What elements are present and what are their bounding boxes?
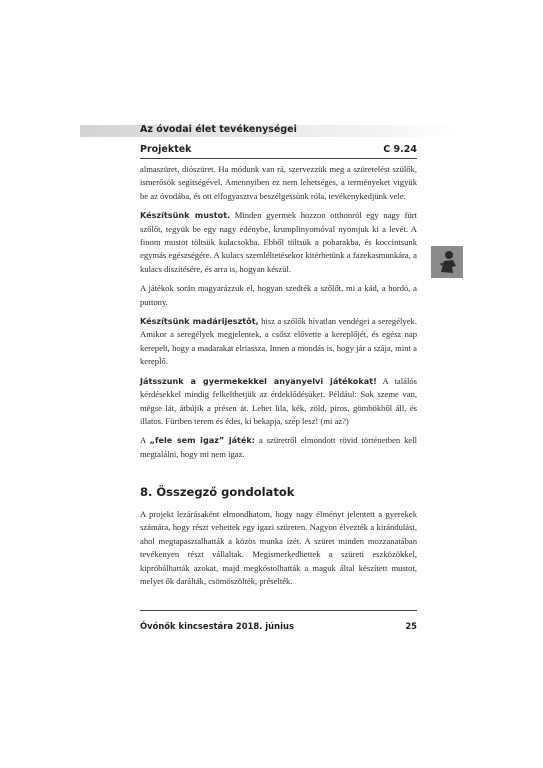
summary-paragraph: A projekt lezárásaként elmondhatom, hogy nagy élményt jelentett a gyerekek számára, hogy részt vehettek egy igazi szüreten. Nagyon élvezték a kirándulást, ahol megtapasztalhatták a közös munka ízét. A szüret minden mozzanatában tevékenyen részt vállaltak. Megismerkedhettek a szüreti eszközökkel, kipróbálhatták azokat, majd megkóstolhatták a maguk által készített mustot, melyet ők darálták, csömöszölték, préselték. bbox=[140, 509, 417, 587]
paragraph-text: a szüretről elmondott rövid történetben kell megtalálni, hogy mi nem igaz. bbox=[140, 435, 417, 459]
footer-rule bbox=[140, 610, 417, 611]
section-label: Projektek bbox=[140, 144, 192, 155]
paragraph-text: hisz a szőlők hívatlan vendégei a seregélyek. Amikor a seregélyek megjelentek, a csősz elővette a kereplőjét, és egész nap kerepelt, hogy a madarakat elriassza. Innen a mondás is, hogy jár a szája, mint a kerepl̈ő. bbox=[140, 316, 417, 367]
paragraph-text: Minden gyermek hozzon otthonról egy nagy fürt szőlőt, tegyük be egy nagy edénybe, krumplinyomóval nyomjuk ki a levét. A finom mustot töltsük kulacsokba. Ebből töltsük a poharakba, és koccintsunk egymás egészségére. A kulacs szemléltetésekor kitérhetünk a fazekasmunkára, a kulacs díszítésére, és arra is, hogyan készül. bbox=[140, 210, 417, 274]
header-rule bbox=[140, 158, 417, 159]
bold-heading: Készítsünk mustot. bbox=[140, 210, 231, 221]
paragraph-prefix: A bbox=[140, 435, 150, 446]
section-heading: 8. Összegző gondolatok bbox=[140, 485, 295, 499]
child-figure-icon bbox=[431, 246, 463, 278]
bold-heading: „fele sem igaz” játék: bbox=[149, 435, 256, 446]
bold-heading: Készítsünk madárijesztőt, bbox=[140, 316, 259, 327]
body-text bbox=[140, 163, 417, 467]
running-header-title: Az óvodai élet tevékenységei bbox=[140, 124, 297, 135]
paragraph-games: A játékok során magyarázzuk el, hogyan szedték a szőlőt, mi a kád, a hordó, a puttony. bbox=[140, 283, 417, 307]
bold-heading: Játsszunk a gyermekekkel anyanyelvi játékokat! bbox=[140, 375, 377, 386]
paragraph-intro: almaszüret, diószüret. Ha módunk van rá, szervezzük meg a szüretelést szülők, ismerősök segítségével. Amennyiben ez nem lehetséges, a terményeket vigyük be az óvodába, és ott elfogyasztva beszélgessünk róla, tevékenykedjünk vele. bbox=[140, 164, 417, 201]
footer-publication: Óvónők kincsestára 2018. június bbox=[140, 621, 294, 631]
paragraph-must bbox=[140, 209, 417, 276]
page-number: 25 bbox=[405, 621, 417, 631]
paragraph-text: A találós kérdésekkel mindig felkelthetjük az érdeklődésüket. Például: Sok szeme van, mégse lát, átbújik a présen át. Lehet lila, kék, zöld, piros, gömbökből áll, és illatos. Fürtben terem és édes, ki bekapja, szép lesz! (mi az?) bbox=[140, 375, 417, 426]
paragraph-half-true bbox=[140, 434, 417, 461]
paragraph-scarecrow bbox=[140, 315, 417, 369]
paragraph-language-games bbox=[140, 375, 417, 429]
section-code: C 9.24 bbox=[383, 144, 417, 155]
